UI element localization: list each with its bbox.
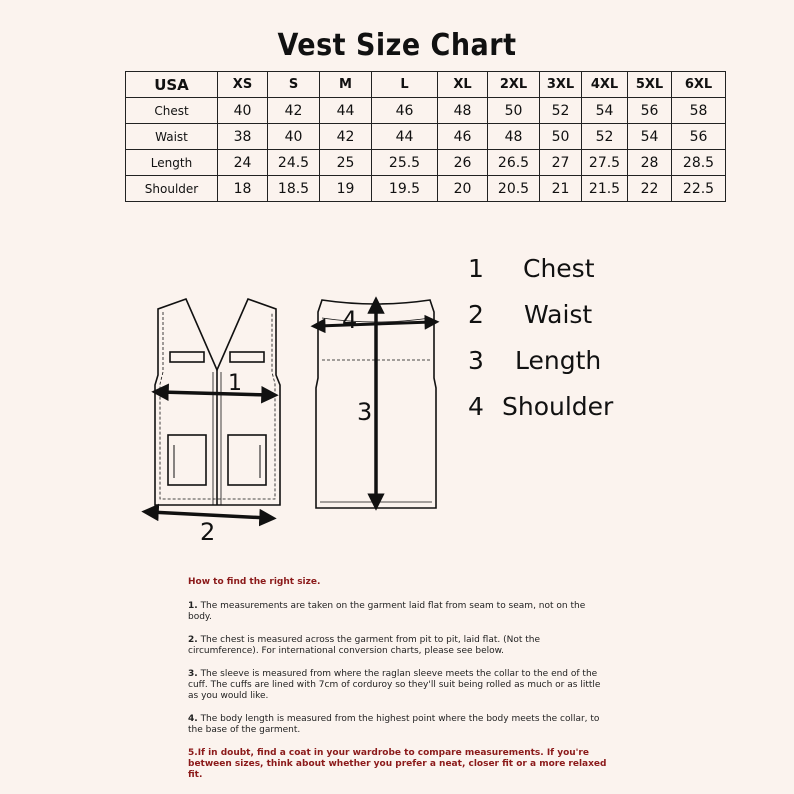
table-cell: 24 — [218, 150, 268, 176]
table-cell: 54 — [582, 98, 628, 124]
legend-label: Waist — [524, 300, 593, 329]
instruction-item — [188, 714, 608, 736]
instruction-item — [188, 748, 608, 781]
table-cell: 18.5 — [268, 176, 320, 202]
size-header: 6XL — [672, 72, 726, 98]
instruction-number: 2. — [188, 635, 198, 645]
size-header: XS — [218, 72, 268, 98]
table-cell: 58 — [672, 98, 726, 124]
legend-label: Length — [515, 346, 602, 375]
shoulder-number: 4 — [342, 306, 358, 334]
table-cell: 26.5 — [488, 150, 540, 176]
instruction-item — [188, 635, 608, 657]
legend-number: 4 — [468, 392, 484, 421]
table-cell: 21.5 — [582, 176, 628, 202]
instruction-text: The sleeve is measured from where the raglan sleeve meets the collar to the end of the cuff. The cuffs are lined with 7cm of corduroy so they'll suit being rolled as much or as little as you would like. — [188, 669, 601, 701]
table-cell: 50 — [540, 124, 582, 150]
instructions-heading: How to find the right size. — [188, 577, 321, 587]
row-label: Shoulder — [126, 176, 218, 202]
legend-label: Chest — [523, 254, 595, 283]
chart-title: Vest Size Chart — [277, 28, 517, 63]
waist-number: 2 — [200, 518, 216, 546]
legend-number: 2 — [468, 300, 484, 329]
legend-label: Shoulder — [502, 392, 614, 421]
table-cell: 56 — [672, 124, 726, 150]
size-header: 4XL — [582, 72, 628, 98]
legend-number: 1 — [468, 254, 484, 283]
instruction-number: 4. — [188, 714, 198, 724]
instruction-item — [188, 669, 608, 702]
table-cell: 28 — [628, 150, 672, 176]
row-label: Length — [126, 150, 218, 176]
table-cell: 54 — [628, 124, 672, 150]
vest-front-illustration — [155, 299, 280, 505]
table-cell: 20.5 — [488, 176, 540, 202]
table-cell: 19.5 — [372, 176, 438, 202]
table-cell: 48 — [438, 98, 488, 124]
size-header: 5XL — [628, 72, 672, 98]
table-cell: 25 — [320, 150, 372, 176]
table-cell: 22 — [628, 176, 672, 202]
table-cell: 21 — [540, 176, 582, 202]
chest-number: 1 — [228, 371, 242, 396]
table-cell: 46 — [438, 124, 488, 150]
table-cell: 48 — [488, 124, 540, 150]
table-cell: 44 — [320, 98, 372, 124]
instruction-text: The measurements are taken on the garment laid flat from seam to seam, not on the body. — [188, 601, 586, 622]
table-cell: 42 — [268, 98, 320, 124]
legend-number: 3 — [468, 346, 484, 375]
table-cell: 56 — [628, 98, 672, 124]
instruction-number: 5. — [188, 748, 198, 758]
table-cell: 50 — [488, 98, 540, 124]
table-cell: 25.5 — [372, 150, 438, 176]
table-cell: 27.5 — [582, 150, 628, 176]
instruction-number: 3. — [188, 669, 198, 679]
size-header: L — [372, 72, 438, 98]
size-header: 2XL — [488, 72, 540, 98]
instruction-text: The chest is measured across the garment from pit to pit, laid flat. (Not the circumference). For international conversion charts, please see below. — [188, 635, 541, 656]
table-cell: 19 — [320, 176, 372, 202]
table-cell: 52 — [582, 124, 628, 150]
table-cell: 24.5 — [268, 150, 320, 176]
table-cell: 40 — [218, 98, 268, 124]
length-number: 3 — [357, 398, 373, 426]
row-label: Waist — [126, 124, 218, 150]
table-cell: 44 — [372, 124, 438, 150]
size-header: S — [268, 72, 320, 98]
table-cell: 46 — [372, 98, 438, 124]
table-cell: 20 — [438, 176, 488, 202]
corner-header: USA — [126, 72, 218, 98]
instruction-number: 1. — [188, 601, 198, 611]
table-cell: 42 — [320, 124, 372, 150]
sizing-instructions — [188, 577, 608, 793]
table-cell: 28.5 — [672, 150, 726, 176]
table-cell: 22.5 — [672, 176, 726, 202]
table-cell: 18 — [218, 176, 268, 202]
size-header: XL — [438, 72, 488, 98]
table-cell: 38 — [218, 124, 268, 150]
row-label: Chest — [126, 98, 218, 124]
instruction-item — [188, 601, 608, 623]
size-header: 3XL — [540, 72, 582, 98]
instruction-text: The body length is measured from the highest point where the body meets the collar, to the base of the garment. — [188, 714, 600, 735]
table-cell: 52 — [540, 98, 582, 124]
table-cell: 40 — [268, 124, 320, 150]
instruction-text: If in doubt, find a coat in your wardrobe to compare measurements. If you're between sizes, think about whether you prefer a neat, closer fit or a more relaxed fit. — [188, 748, 607, 780]
size-header: M — [320, 72, 372, 98]
table-cell: 27 — [540, 150, 582, 176]
table-cell: 26 — [438, 150, 488, 176]
